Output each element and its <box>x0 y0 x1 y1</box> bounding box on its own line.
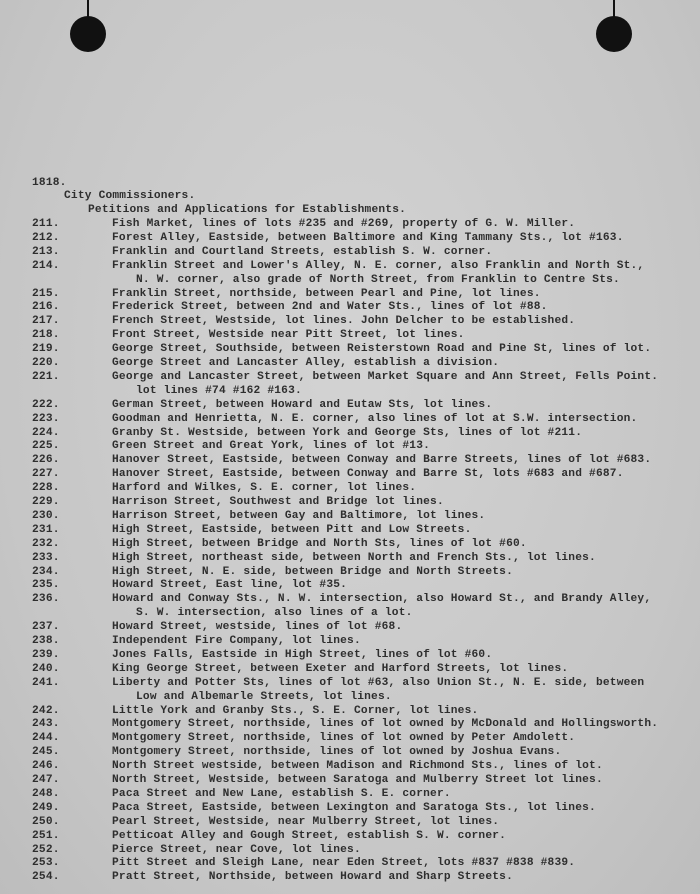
entry-text: Pearl Street, Westside, near Mulberry Street, lot lines. <box>112 815 500 828</box>
entry-text: Harrison Street, Southwest and Bridge lot lines. <box>112 496 444 508</box>
entry-text: Paca Street, Eastside, between Lexington and Saratoga Sts., lot lines. <box>112 801 596 814</box>
entry-text: High Street, Eastside, between Pitt and Low Streets. <box>112 523 472 536</box>
entry-number: 220. <box>32 357 60 369</box>
entry-number: 216. <box>32 301 60 314</box>
entry-number: 236. <box>32 593 60 606</box>
entry-number: 243. <box>32 718 60 731</box>
entry-text: Liberty and Potter Sts, lines of lot #63, also Union St., N. E. side, between <box>112 676 645 689</box>
entry-number: 241. <box>32 676 60 689</box>
entry-number: 252. <box>32 843 60 856</box>
entry-number: 217. <box>32 315 60 328</box>
entry-text: Front Street, Westside near Pitt Street, lot lines. <box>112 329 465 342</box>
entry-text: North Street westside, between Madison and Richmond Sts., lines of lot. <box>112 760 603 773</box>
entry-number: 214. <box>32 259 60 272</box>
entry-text-continuation: S. W. intersection, also lines of a lot. <box>136 607 413 620</box>
punch-hole-left <box>70 16 106 52</box>
entry-number: 222. <box>32 398 60 411</box>
entry-number: 212. <box>32 231 60 244</box>
entry-number: 253. <box>32 857 60 870</box>
entry-number: 226. <box>32 454 60 467</box>
entry-text: Independent Fire Company, lot lines. <box>112 635 361 647</box>
entry-text: Jones Falls, Eastside in High Street, lines of lot #60. <box>112 648 493 661</box>
entry-text: Fish Market, lines of lots #235 and #269, property of G. W. Miller. <box>112 218 576 230</box>
entry-number: 227. <box>32 468 60 481</box>
entry-text: Granby St. Westside, between York and George Sts, lines of lot #211. <box>112 426 583 439</box>
entry-text: French Street, Westside, lot lines. John Delcher to be established. <box>112 315 576 328</box>
entry-text: Hanover Street, Eastside, between Conway and Barre St, lots #683 and #687. <box>112 468 624 481</box>
entry-text: Howard Street, East line, lot #35. <box>112 579 348 592</box>
entry-text-continuation: Low and Albemarle Streets, lot lines. <box>136 690 392 703</box>
entry-number: 224. <box>32 426 60 439</box>
entry-number: 240. <box>32 662 60 675</box>
entry-text: Forest Alley, Eastside, between Baltimore and King Tammany Sts., lot #163. <box>112 231 624 244</box>
entry-text-continuation: N. W. corner, also grade of North Street, from Franklin to Centre Sts. <box>136 273 620 286</box>
entry-number: 250. <box>32 815 60 828</box>
entry-number: 245. <box>32 746 60 759</box>
punch-hole-right <box>596 16 632 52</box>
entry-number: 235. <box>32 579 60 592</box>
entry-number: 229. <box>32 496 60 508</box>
entry-text: Montgomery Street, northside, lines of lot owned by McDonald and Hollingsworth. <box>112 718 659 731</box>
entry-text: Harford and Wilkes, S. E. corner, lot lines. <box>112 482 417 495</box>
section-heading: City Commissioners. <box>64 190 196 202</box>
entry-number: 218. <box>32 329 60 342</box>
entry-text: Green Street and Great York, lines of lot #13. <box>112 440 431 453</box>
entry-text: George and Lancaster Street, between Market Square and Ann Street, Fells Point. <box>112 370 659 383</box>
entry-text: Howard Street, westside, lines of lot #68. <box>112 621 403 634</box>
entry-number: 234. <box>32 565 60 578</box>
subsection-heading: Petitions and Applications for Establishments. <box>88 204 407 216</box>
entry-text: North Street, Westside, between Saratoga and Mulberry Street lot lines. <box>112 774 603 786</box>
entry-text: Pratt Street, Northside, between Howard and Sharp Streets. <box>112 871 513 884</box>
entry-number: 247. <box>32 774 60 786</box>
entry-text: Little York and Granby Sts., S. E. Corner, lot lines. <box>112 704 479 717</box>
entry-number: 221. <box>32 370 60 383</box>
entry-text: German Street, between Howard and Eutaw Sts, lot lines. <box>112 398 493 411</box>
entry-text: Frederick Street, between 2nd and Water Sts., lines of lot #88. <box>112 301 548 314</box>
entry-number: 230. <box>32 509 60 522</box>
entry-number: 249. <box>32 801 60 814</box>
entry-text: Harrison Street, between Gay and Baltimore, lot lines. <box>112 509 486 522</box>
entry-text: Franklin Street and Lower's Alley, N. E. corner, also Franklin and North St., <box>112 259 645 272</box>
entry-text: Hanover Street, Eastside, between Conway and Barre Streets, lines of lot #683. <box>112 454 652 467</box>
entry-text: High Street, between Bridge and North Sts, lines of lot #60. <box>112 537 527 550</box>
entry-text: Pierce Street, near Cove, lot lines. <box>112 843 361 856</box>
entry-text: Petticoat Alley and Gough Street, establish S. W. corner. <box>112 829 507 842</box>
entry-text: Montgomery Street, northside, lines of lot owned by Peter Amdolett. <box>112 732 576 745</box>
entry-number: 237. <box>32 621 60 634</box>
entry-number: 219. <box>32 343 60 356</box>
entry-number: 225. <box>32 440 60 453</box>
entry-number: 233. <box>32 551 60 564</box>
entry-text: Howard and Conway Sts., N. W. intersection, also Howard St., and Brandy Alley, <box>112 593 652 606</box>
entry-number: 211. <box>32 218 60 230</box>
entry-text: Franklin Street, northside, between Pearl and Pine, lot lines. <box>112 287 541 300</box>
year-heading: 1818. <box>32 177 67 189</box>
entry-number: 246. <box>32 760 60 773</box>
entry-number: 244. <box>32 732 60 745</box>
entry-text: George Street and Lancaster Alley, establish a division. <box>112 357 500 369</box>
entry-text: High Street, N. E. side, between Bridge and North Streets. <box>112 565 513 578</box>
entry-number: 251. <box>32 829 60 842</box>
entry-number: 215. <box>32 287 60 300</box>
entry-number: 238. <box>32 635 60 647</box>
entry-text: Franklin and Courtland Streets, establish S. W. corner. <box>112 245 493 258</box>
entry-number: 231. <box>32 523 60 536</box>
entry-number: 242. <box>32 704 60 717</box>
entry-text: George Street, Southside, between Reisterstown Road and Pine St, lines of lot. <box>112 343 652 356</box>
entry-text: Goodman and Henrietta, N. E. corner, also lines of lot at S.W. intersection. <box>112 412 638 425</box>
entry-text: King George Street, between Exeter and Harford Streets, lot lines. <box>112 662 569 675</box>
entry-text-continuation: lot lines #74 #162 #163. <box>136 384 302 397</box>
entry-number: 254. <box>32 871 60 884</box>
entry-number: 248. <box>32 787 60 800</box>
entry-number: 232. <box>32 537 60 550</box>
entry-number: 228. <box>32 482 60 495</box>
entry-text: High Street, northeast side, between North and French Sts., lot lines. <box>112 551 596 564</box>
entry-number: 239. <box>32 648 60 661</box>
entry-number: 223. <box>32 412 60 425</box>
entry-text: Pitt Street and Sleigh Lane, near Eden Street, lots #837 #838 #839. <box>112 857 576 870</box>
entry-text: Paca Street and New Lane, establish S. E. corner. <box>112 787 451 800</box>
entry-text: Montgomery Street, northside, lines of lot owned by Joshua Evans. <box>112 746 562 759</box>
entry-number: 213. <box>32 245 60 258</box>
